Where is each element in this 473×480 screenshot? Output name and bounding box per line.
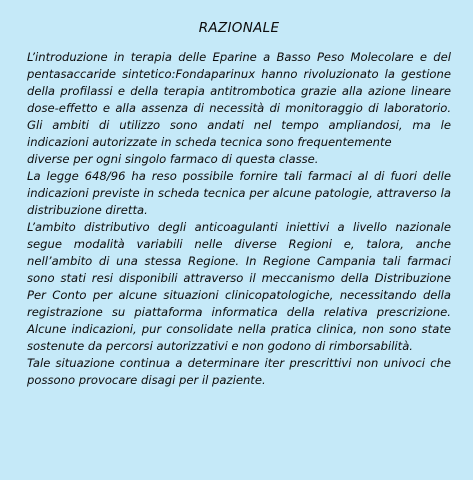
- paragraph-law: La legge 648/96 ha reso possibile fornire tali farmaci al di fuori delle indicazioni previste in scheda tecnica per alcune patologie, attraverso la distribuzione diretta.: [27, 169, 451, 217]
- paragraph-intro: L’introduzione in terapia delle Eparine a Basso Peso Molecolare e del pentasaccaride sintetico:Fondaparinux hanno rivoluzionato la gestione della profilassi e della terapia antitrombotica grazie alla azione lineare dose-effetto e alla assenza di necessità di monitoraggio di laboratorio. Gli ambiti di utilizzo sono andati nel tempo ampliandosi, ma le indicazioni autorizzate in scheda tecnica sono frequentemente: [27, 50, 451, 149]
- paragraph-intro-continued: diverse per ogni singolo farmaco di questa classe.: [27, 152, 319, 166]
- document-title: RAZIONALE: [198, 20, 280, 36]
- paragraph-conclusion: Tale situazione continua a determinare iter prescrittivi non univoci che possono provocare disagi per il paziente.: [27, 356, 451, 387]
- paragraph-distribution: L’ambito distributivo degli anticoagulanti iniettivi a livello nazionale segue modalità variabili nelle diverse Regioni e, talora, anche nell’ambito di una stessa Regione. In Regione Campania tali farmaci sono stati resi disponibili attraverso il meccanismo della Distribuzione Per Conto per alcune situazioni clinicopatologiche, necessitando della registrazione su piattaforma informatica della relativa prescrizione. Alcune indicazioni, pur consolidate nella pratica clinica, non sono state sostenute da percorsi autorizzativi e non godono di rimborsabilità.: [27, 220, 451, 353]
